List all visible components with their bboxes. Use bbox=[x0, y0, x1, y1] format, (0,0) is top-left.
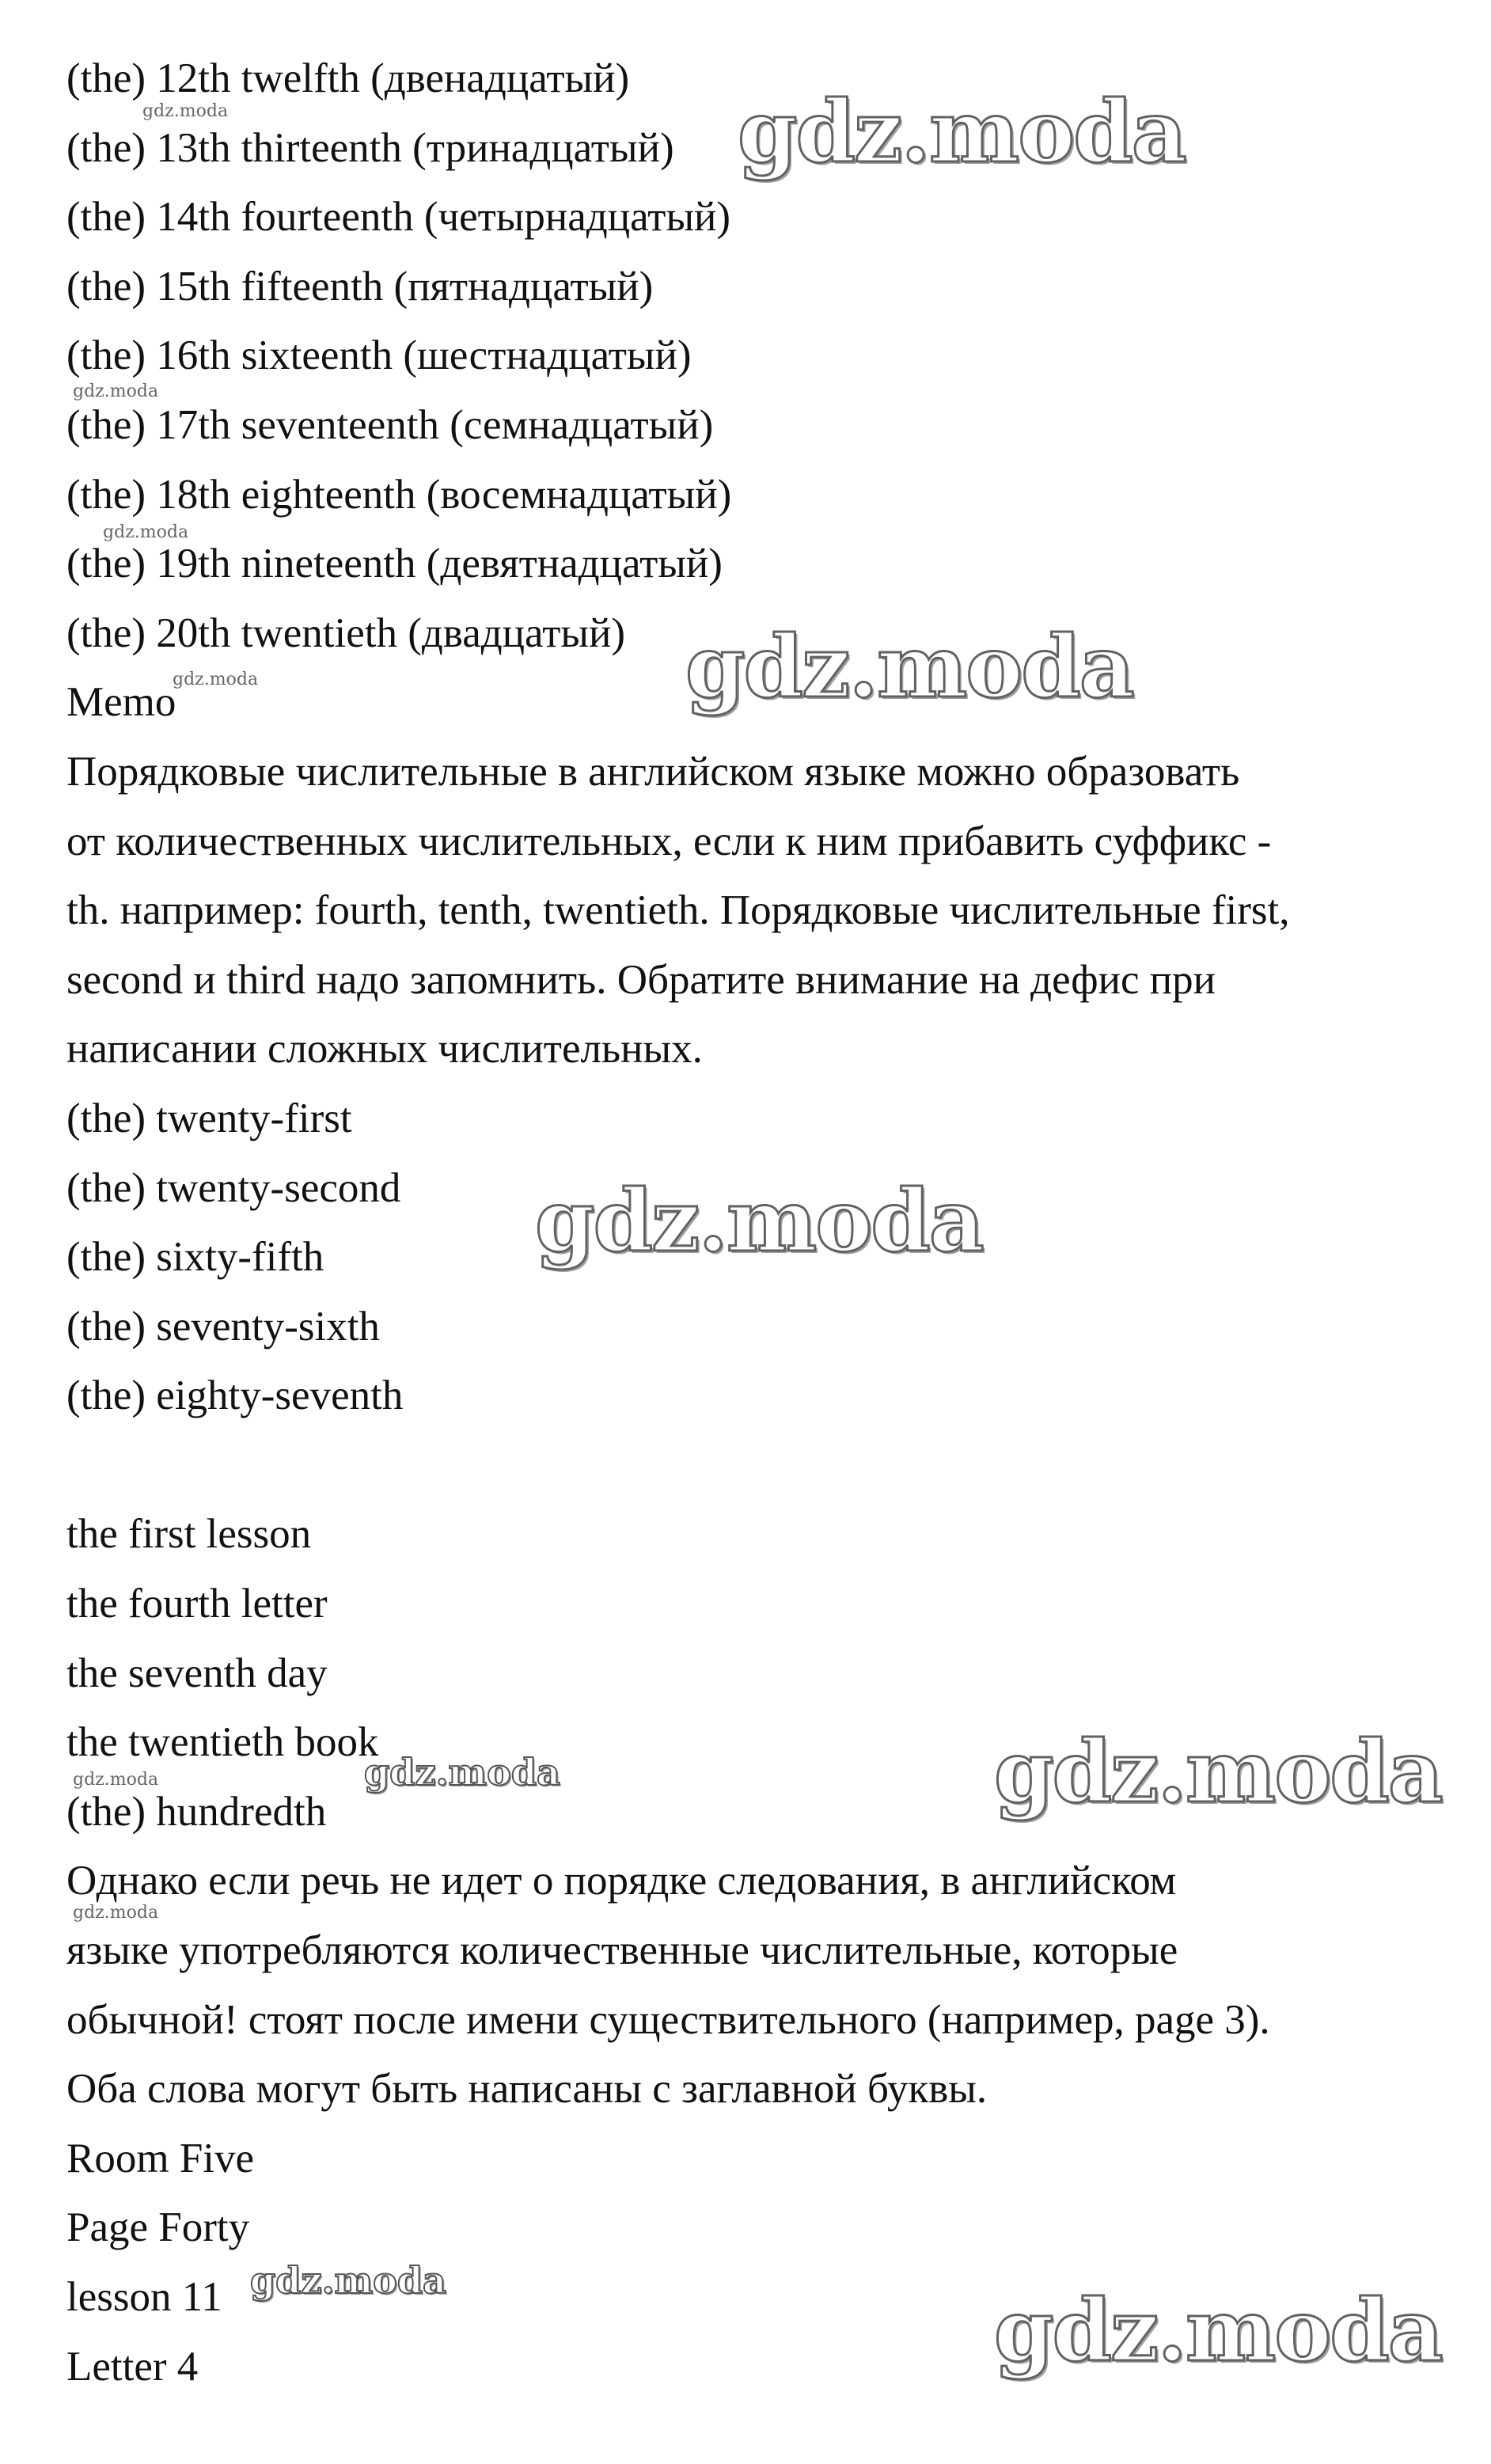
watermark-logo: gdz.moda bbox=[535, 1171, 983, 1271]
text-line: the twentieth book bbox=[66, 1719, 379, 1766]
text-line: Page Forty bbox=[66, 2204, 250, 2251]
text-line: Room Five bbox=[66, 2135, 255, 2181]
text-line: Оба слова могут быть написаны с заглавной буквы. bbox=[66, 2066, 988, 2113]
text-line: lesson 11 bbox=[66, 2274, 222, 2320]
text-line: (the) 17th seventeenth (семнадцатый) bbox=[66, 401, 714, 448]
text-line: обычной! стоят после имени существительного (например, page 3). bbox=[66, 1996, 1270, 2043]
text-line: (the) 14th fourteenth (четырнадцатый) bbox=[66, 194, 731, 241]
text-line: (the) twenty-second bbox=[66, 1164, 401, 1211]
text-line: the first lesson bbox=[66, 1511, 312, 1558]
text-line: языке употребляются количественные числительные, которые bbox=[66, 1927, 1178, 1974]
text-line: Letter 4 bbox=[66, 2343, 199, 2390]
watermark-logo: gdz.moda bbox=[364, 1751, 560, 1794]
text-line: (the) sixty-fifth bbox=[66, 1234, 324, 1281]
text-line: (the) 12th twelfth (двенадцатый) bbox=[66, 55, 630, 101]
text-line: Однако если речь не идет о порядке следования, в английском bbox=[66, 1858, 1177, 1904]
text-line: the fourth letter bbox=[66, 1581, 328, 1627]
text-line: (the) eighty-seventh bbox=[66, 1372, 404, 1419]
text-line: (the) 20th twentieth (двадцатый) bbox=[66, 609, 625, 656]
text-line: th. например: fourth, tenth, twentieth. Порядковые числительные first, bbox=[66, 887, 1290, 934]
blank-line bbox=[66, 1431, 1444, 1501]
memo-heading: Memo bbox=[66, 679, 176, 726]
watermark-logo: gdz.moda bbox=[103, 522, 189, 542]
watermark-logo: gdz.moda bbox=[250, 2259, 446, 2302]
text-line: the seventh day bbox=[66, 1650, 328, 1696]
text-line: (the) 19th nineteenth (девятнадцатый) bbox=[66, 541, 723, 587]
watermark-logo: gdz.moda bbox=[738, 82, 1186, 182]
text-line: Порядковые числительные в английском языке можно образовать bbox=[66, 748, 1240, 795]
watermark-logo: gdz.moda bbox=[994, 2281, 1442, 2381]
text-line: (the) seventy-sixth bbox=[66, 1303, 380, 1350]
text-line: от количественных числительных, если к ним прибавить суффикс - bbox=[66, 818, 1272, 864]
text-line: (the) 15th fifteenth (пятнадцатый) bbox=[66, 263, 654, 309]
text-line: (the) 18th eighteenth (восемнадцатый) bbox=[66, 471, 732, 518]
watermark-logo: gdz.moda bbox=[73, 1903, 159, 1923]
watermark-logo: gdz.moda bbox=[994, 1722, 1442, 1822]
watermark-logo: gdz.moda bbox=[142, 101, 229, 121]
text-line: (the) 13th thirteenth (тринадцатый) bbox=[66, 124, 674, 171]
text-line: (the) 16th sixteenth (шестнадцатый) bbox=[66, 332, 692, 379]
text-line: написании сложных числительных. bbox=[66, 1026, 703, 1073]
text-line: (the) hundredth bbox=[66, 1788, 327, 1835]
watermark-logo: gdz.moda bbox=[73, 382, 159, 401]
watermark-logo: gdz.moda bbox=[685, 617, 1133, 717]
watermark-logo: gdz.moda bbox=[173, 670, 259, 689]
text-line: (the) twenty-first bbox=[66, 1095, 352, 1141]
watermark-logo: gdz.moda bbox=[73, 1770, 159, 1790]
text-line: second и third надо запомнить. Обратите внимание на дефис при bbox=[66, 956, 1216, 1003]
